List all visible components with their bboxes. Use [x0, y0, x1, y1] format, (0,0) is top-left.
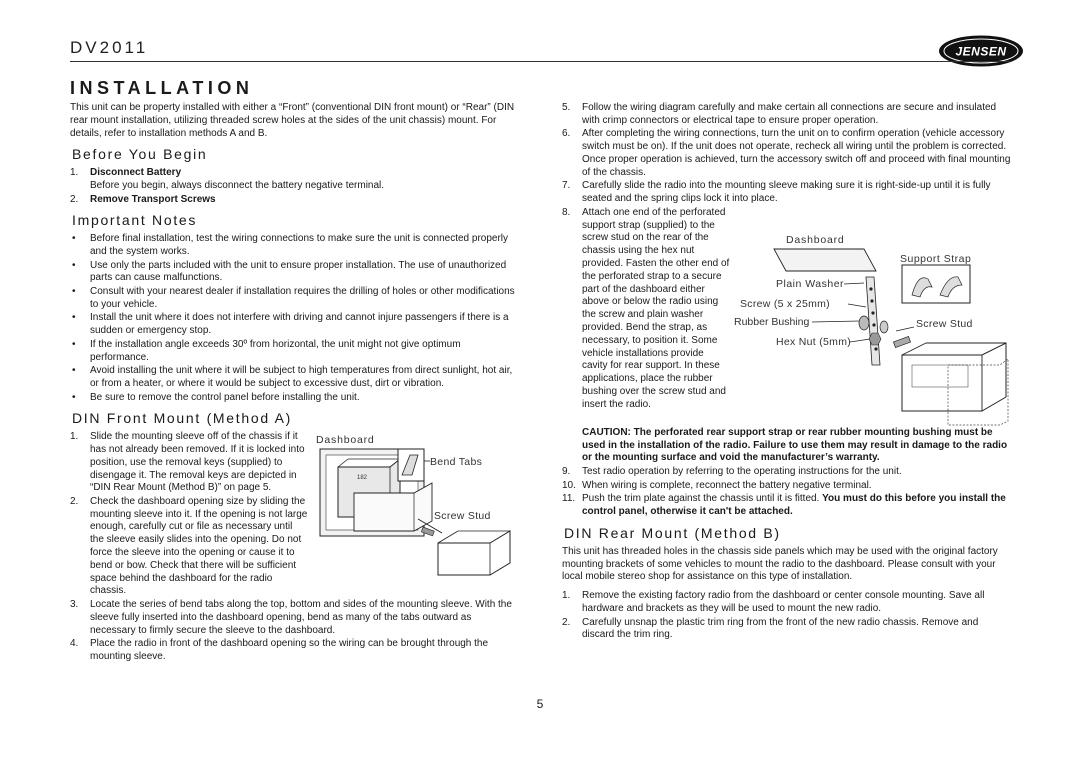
- important-notes-list: [70, 233, 518, 404]
- note-text: Consult with your nearest dealer if installation requires the drilling of holes or other modifications to your vehicle.: [90, 285, 515, 310]
- list-item: [70, 431, 518, 495]
- step-text: Check the dashboard opening size by sliding the mounting sleeve into it. If the opening is not large enough, carefully cut or file as necessary until the sleeve easily slides into the opening. Do not force the sleeve into the opening or cause it to bend or bow. Check that there will be sufficient space behind the dashboard for the radio chassis.: [90, 495, 308, 597]
- din-rear-mount-heading: DIN Rear Mount (Method B): [564, 524, 781, 541]
- diagram-label-bend-tabs: Bend Tabs: [430, 456, 483, 469]
- before-you-begin-list: [70, 167, 518, 206]
- item-number: 2.: [70, 193, 79, 205]
- item-title: Remove Transport Screws: [90, 193, 216, 205]
- step-number: 5.: [562, 102, 571, 113]
- bullet: •: [72, 285, 76, 297]
- step-number: 11.: [562, 493, 576, 505]
- rear-support-diagram: [734, 215, 1012, 427]
- step-text: Carefully unsnap the plastic trim ring from the front of the new radio chassis. Remove and discard the trim ring.: [582, 616, 979, 641]
- sleeve-mark: 182: [357, 475, 368, 482]
- step-number: 2.: [70, 495, 79, 507]
- note-text: Before final installation, test the wiring connections to make sure the unit is connected properly and the system works.: [90, 233, 509, 257]
- din-front-mount-heading: DIN Front Mount (Method A): [72, 410, 293, 427]
- list-item: [70, 392, 518, 405]
- list-item: [70, 638, 518, 664]
- bullet: •: [72, 233, 76, 245]
- list-item: [562, 480, 1012, 493]
- list-item: [562, 102, 1012, 128]
- brand-wordmark: JENSEN: [955, 44, 1007, 59]
- bullet: •: [72, 391, 76, 403]
- step-text: When wiring is complete, reconnect the battery negative terminal.: [582, 479, 872, 491]
- diagram-label-screw-stud: Screw Stud: [434, 510, 491, 523]
- step-text: Test radio operation by referring to the operating instructions for the unit.: [582, 466, 902, 478]
- step-number: 4.: [70, 638, 79, 650]
- item-number: 1.: [70, 167, 79, 179]
- header-divider: [70, 61, 1010, 62]
- left-column: [70, 102, 518, 665]
- dashboard-sheet: [774, 249, 876, 271]
- din-front-mount-section: [70, 431, 518, 664]
- step-number: 9.: [562, 466, 571, 478]
- step-number: 2.: [562, 616, 571, 628]
- page-title: INSTALLATION: [70, 78, 254, 98]
- note-text: Avoid installing the unit where it will be subject to high temperatures from direct sunlight, hot air, or from a heater, or where it would be subject to excessive dust, dirt or vibration.: [90, 365, 513, 389]
- list-item: [562, 128, 1012, 179]
- diagram-label-hex-nut: Hex Nut (5mm): [776, 335, 852, 348]
- page-number: 5: [536, 697, 544, 711]
- step-text: Follow the wiring diagram carefully and make certain all connections are secure and insulated with crimp connectors or electrical tape to ensure proper operation.: [582, 102, 997, 126]
- list-item: [70, 167, 518, 193]
- list-item: [70, 233, 518, 259]
- step-number: 7.: [562, 180, 571, 192]
- step-text: Remove the existing factory radio from the dashboard or center console mounting. Save all hardware and brackets as they will be used to mount the new radio.: [582, 590, 985, 614]
- diagram-label-dashboard: Dashboard: [316, 434, 375, 447]
- list-item: [70, 339, 518, 365]
- list-item: [562, 180, 1012, 206]
- diagram-label-support-strap: Support Strap: [900, 252, 972, 265]
- din-front-mount-steps: [70, 431, 518, 664]
- list-item: [70, 286, 518, 312]
- important-notes-heading: Important Notes: [72, 212, 198, 229]
- note-text: If the installation angle exceeds 30º from horizontal, the unit might not give optimum performance.: [90, 338, 461, 363]
- list-item: [70, 194, 518, 207]
- diagram-label-plain-washer: Plain Washer: [776, 277, 845, 290]
- list-item: [562, 493, 1012, 519]
- din-rear-mount-steps: [562, 590, 1012, 642]
- list-item: [562, 590, 1012, 616]
- installation-steps-continued: [562, 466, 1012, 519]
- step-text: Locate the series of bend tabs along the top, bottom and sides of the mounting sleeve. With the sleeve fully inserted into the dashboard opening, bend as many of the tabs outward as necessary to firmly secure the sleeve to the dashboard.: [90, 599, 512, 636]
- caution-text: CAUTION: The perforated rear support strap or rear rubber mounting bushing must be used in the installation of the radio. Failure to use them may result in damage to the radio or the mounting surface and void the manufacturer’s warranty.: [582, 426, 1008, 464]
- list-item: [70, 365, 518, 391]
- rubber-bushing: [859, 316, 869, 330]
- note-text: Install the unit where it does not interfere with driving and cannot injure passengers if there is a sudden or emergency stop.: [90, 312, 509, 337]
- step-number: 10.: [562, 479, 576, 491]
- bullet: •: [72, 259, 76, 271]
- item-text: Before you begin, always disconnect the battery negative terminal.: [90, 179, 385, 191]
- diagram-label-rubber-bushing: Rubber Bushing: [734, 315, 810, 328]
- list-item: [70, 312, 518, 338]
- hex-nut: [869, 333, 881, 345]
- step-text: Carefully slide the radio into the mounting sleeve making sure it is right-side-up until it is fully seated and the spring clips lock it into place.: [582, 180, 991, 205]
- bullet: •: [72, 338, 76, 350]
- step-text: Place the radio in front of the dashboard opening so the wiring can be brought through the mounting sleeve.: [90, 638, 489, 663]
- radio-chassis: [902, 343, 1006, 411]
- intro-paragraph: This unit can be property installed with either a “Front” (conventional DIN front mount) or “Rear” (DIN rear mount installation, utilizing threaded screw holes at the sides of the unit chassis) mount. For details, refer to installation methods A and B.: [70, 102, 515, 139]
- step-number: 8.: [562, 206, 571, 218]
- din-rear-intro: This unit has threaded holes in the chassis side panels which may be used with the original factory mounting brackets of some vehicles to mount the radio to the dashboard. Please consult with your local mobile stereo shop for assistance on this type of installation.: [562, 545, 998, 583]
- diagram-label-dashboard: Dashboard: [786, 233, 845, 246]
- jensen-logo: [938, 34, 1024, 68]
- list-item: [562, 466, 1012, 479]
- model-number: DV2011: [70, 38, 149, 57]
- step-number: 1.: [562, 590, 571, 602]
- step-text: Push the trim plate against the chassis until it is fitted.: [582, 493, 823, 505]
- note-text: Be sure to remove the control panel before installing the unit.: [90, 391, 360, 403]
- right-column: [562, 102, 1012, 643]
- bullet: •: [72, 312, 76, 324]
- step-text: Slide the mounting sleeve off of the chassis if it has not already been removed. If it is locked into position, use the removal keys (supplied) to disengage it. The removal keys are depicted in “DIN Rear Mount (Method B)” on page 5.: [90, 431, 305, 494]
- list-item: [70, 599, 518, 637]
- list-item: [562, 207, 1012, 412]
- step-warning: You must do this before you install the control panel, otherwise it can't be attached.: [582, 493, 1006, 518]
- before-you-begin-heading: Before You Begin: [72, 146, 208, 163]
- list-item: [70, 496, 518, 598]
- step-text: Attach one end of the perforated support strap (supplied) to the screw stud on the rear of the chassis using the hex nut provided. Fasten the other end of the perforated strap to a secure part of the dashboard either above or below the radio using the screw and plain washer provided. Bend the strap, as necessary, to position it. Some vehicle installations provide cavity for rear support. In these applications, place the rubber bushing over the screw stud and insert the radio.: [582, 206, 730, 410]
- bullet: •: [72, 365, 76, 377]
- list-item: [562, 617, 1012, 643]
- diagram-label-screw: Screw (5 x 25mm): [740, 297, 830, 310]
- step-number: 1.: [70, 431, 79, 443]
- installation-steps: [562, 102, 1012, 412]
- step-text: After completing the wiring connections, turn the unit on to confirm operation (vehicle accessory switch must be on). If the unit does not operate, recheck all wiring until the problem is corrected. Once proper operation is achieved, turn the accessory switch off and proceed with final mounting of the chassis.: [582, 128, 1011, 178]
- diagram-label-screw-stud: Screw Stud: [916, 317, 973, 330]
- item-title: Disconnect Battery: [90, 167, 182, 179]
- step-number: 6.: [562, 128, 571, 140]
- list-item: [70, 260, 518, 286]
- step-number: 3.: [70, 599, 79, 611]
- note-text: Use only the parts included with the unit to ensure proper installation. The use of unauthorized parts can cause malfunctions.: [90, 259, 507, 284]
